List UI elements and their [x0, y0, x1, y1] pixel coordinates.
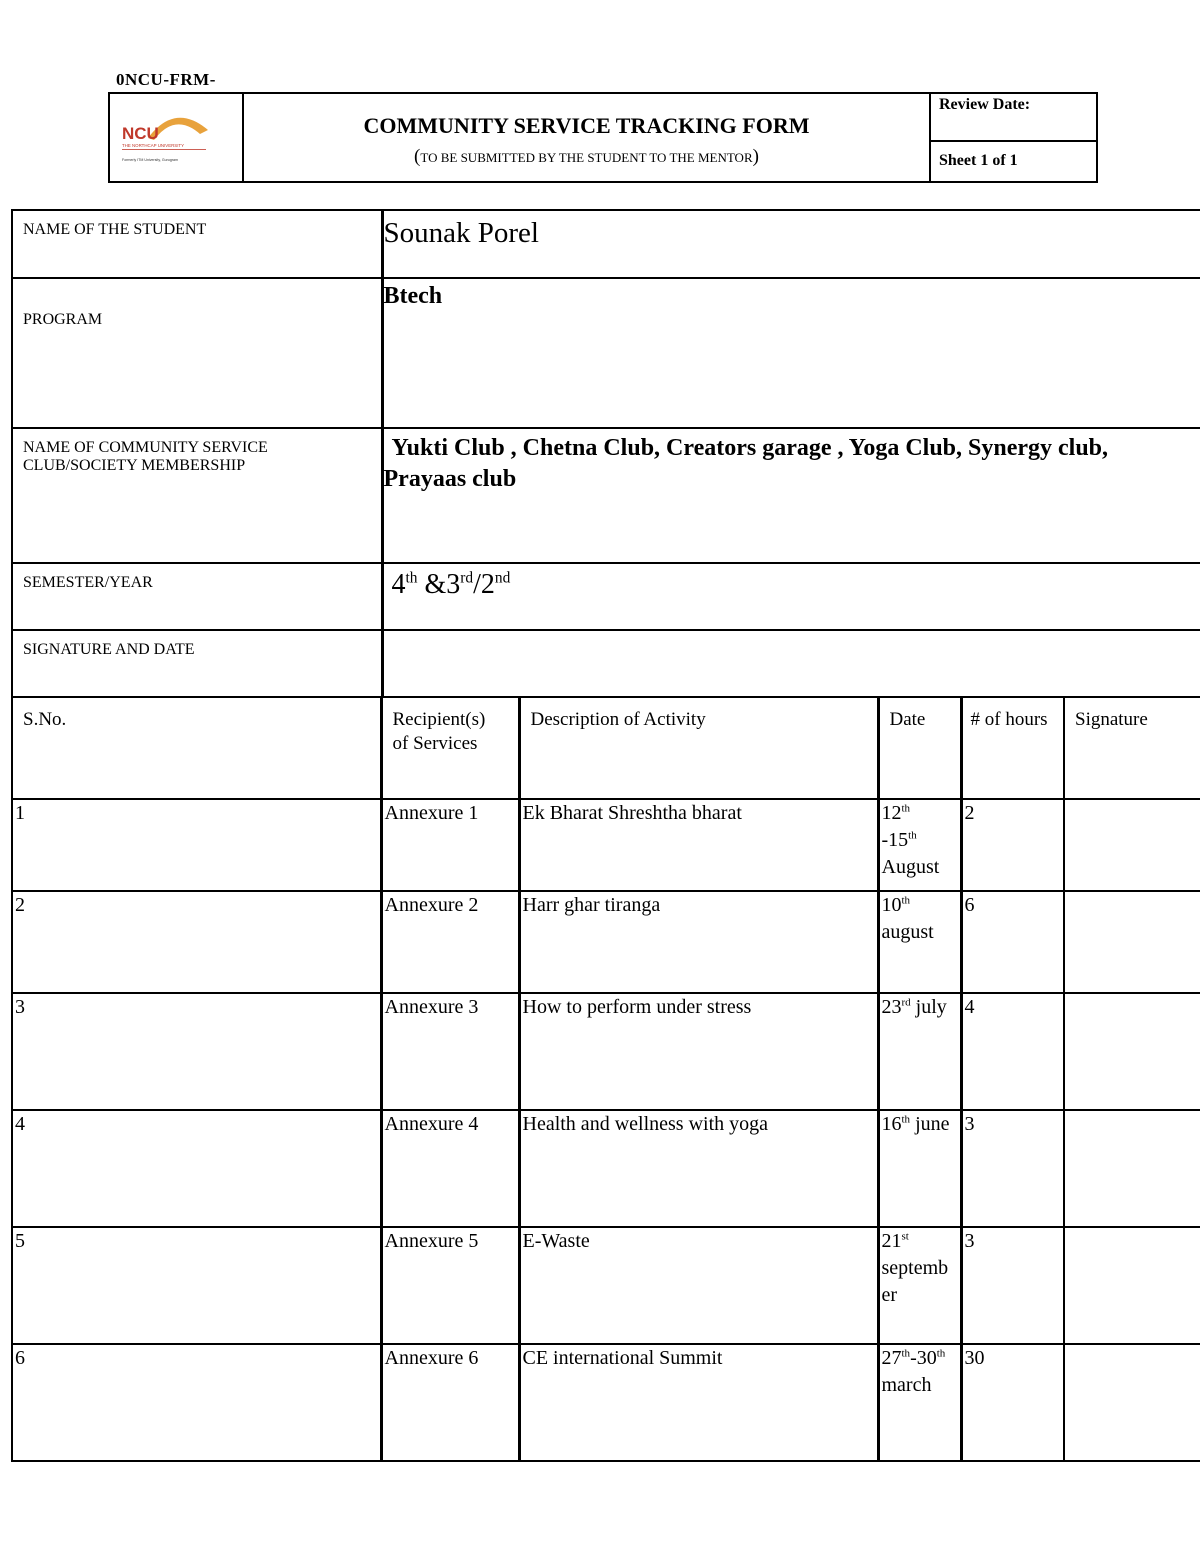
header-recipient: Recipient(s) of Services — [381, 697, 519, 799]
clubs-line1: Yukti Club , Chetna Club, Creators garage , Yoga Club, Synergy club, — [391, 435, 1109, 461]
semester-value: 4th &3rd/2nd — [382, 563, 1200, 630]
row-date: 27th-30th march — [878, 1344, 961, 1461]
form-code: 0NCU-FRM- — [116, 70, 216, 89]
program-value: Btech — [382, 278, 1200, 428]
row-date: 16th june — [878, 1110, 961, 1227]
row-hours: 6 — [961, 891, 1064, 993]
row-recipient: Annexure 5 — [381, 1227, 519, 1344]
student-name-row — [12, 210, 1200, 278]
svg-text:NCU: NCU — [122, 124, 159, 143]
row-sno: 4 — [12, 1110, 381, 1227]
table-row — [12, 1344, 1200, 1461]
row-date: 10th august — [878, 891, 961, 993]
row-recipient: Annexure 6 — [381, 1344, 519, 1461]
header-sno: S.No. — [12, 697, 381, 799]
signature-value — [382, 630, 1200, 697]
table-row — [12, 799, 1200, 891]
form-header — [108, 92, 1098, 183]
club-label — [12, 428, 382, 563]
form-subtitle-text: TO BE SUBMITTED BY THE STUDENT TO THE MENTOR — [420, 150, 753, 165]
row-description: How to perform under stress — [519, 993, 878, 1110]
ncu-university-logo-icon — [120, 108, 220, 168]
row-signature — [1064, 799, 1200, 891]
club-label-line1: NAME OF COMMUNITY SERVICE — [23, 439, 268, 456]
header-description: Description of Activity — [519, 697, 878, 799]
row-sno: 6 — [12, 1344, 381, 1461]
row-sno: 5 — [12, 1227, 381, 1344]
row-recipient: Annexure 3 — [381, 993, 519, 1110]
row-signature — [1064, 1110, 1200, 1227]
signature-row — [12, 630, 1200, 697]
activity-header-row — [12, 697, 1200, 799]
review-date-label: Review Date: — [931, 94, 1096, 142]
table-row — [12, 1110, 1200, 1227]
row-sno: 2 — [12, 891, 381, 993]
row-signature — [1064, 1227, 1200, 1344]
row-sno: 1 — [12, 799, 381, 891]
row-recipient: Annexure 2 — [381, 891, 519, 993]
program-label: PROGRAM — [12, 278, 382, 428]
svg-text:Formerly ITM University, Gurug: Formerly ITM University, Gurugram — [122, 158, 179, 162]
row-hours: 2 — [961, 799, 1064, 891]
club-value — [382, 428, 1200, 563]
row-hours: 30 — [961, 1344, 1064, 1461]
row-signature — [1064, 993, 1200, 1110]
header-hours: # of hours — [961, 697, 1064, 799]
row-date: 12th -15th August — [878, 799, 961, 891]
club-row — [12, 428, 1200, 563]
student-info-table — [11, 209, 1200, 698]
semester-label: SEMESTER/YEAR — [12, 563, 382, 630]
table-row — [12, 1227, 1200, 1344]
row-date: 23rd july — [878, 993, 961, 1110]
row-hours: 3 — [961, 1110, 1064, 1227]
program-row — [12, 278, 1200, 428]
row-description: Harr ghar tiranga — [519, 891, 878, 993]
row-date: 21st septemb er — [878, 1227, 961, 1344]
svg-text:THE NORTHCAP UNIVERSITY: THE NORTHCAP UNIVERSITY — [122, 143, 185, 148]
row-description: E-Waste — [519, 1227, 878, 1344]
sheet-label: Sheet 1 of 1 — [939, 152, 1018, 169]
row-description: Ek Bharat Shreshtha bharat — [519, 799, 878, 891]
form-title: COMMUNITY SERVICE TRACKING FORM — [363, 113, 810, 138]
activity-table — [11, 696, 1200, 1462]
clubs-line2: Prayaas club — [383, 466, 517, 492]
row-hours: 3 — [961, 1227, 1064, 1344]
student-name-value: Sounak Porel — [382, 210, 1200, 278]
club-label-line2: CLUB/SOCIETY MEMBERSHIP — [23, 457, 246, 474]
table-row — [12, 891, 1200, 993]
table-row — [12, 993, 1200, 1110]
row-description: CE international Summit — [519, 1344, 878, 1461]
row-description: Health and wellness with yoga — [519, 1110, 878, 1227]
header-date: Date — [878, 697, 961, 799]
form-subtitle: (TO BE SUBMITTED BY THE STUDENT TO THE MENTOR) — [414, 146, 759, 167]
header-signature: Signature — [1064, 697, 1200, 799]
row-hours: 4 — [961, 993, 1064, 1110]
row-signature — [1064, 891, 1200, 993]
semester-row — [12, 563, 1200, 630]
signature-label: SIGNATURE AND DATE — [12, 630, 382, 697]
student-name-label: NAME OF THE STUDENT — [12, 210, 382, 278]
row-recipient: Annexure 1 — [381, 799, 519, 891]
row-signature — [1064, 1344, 1200, 1461]
title-cell — [244, 94, 931, 181]
row-sno: 3 — [12, 993, 381, 1110]
logo-cell — [110, 94, 244, 181]
row-recipient: Annexure 4 — [381, 1110, 519, 1227]
